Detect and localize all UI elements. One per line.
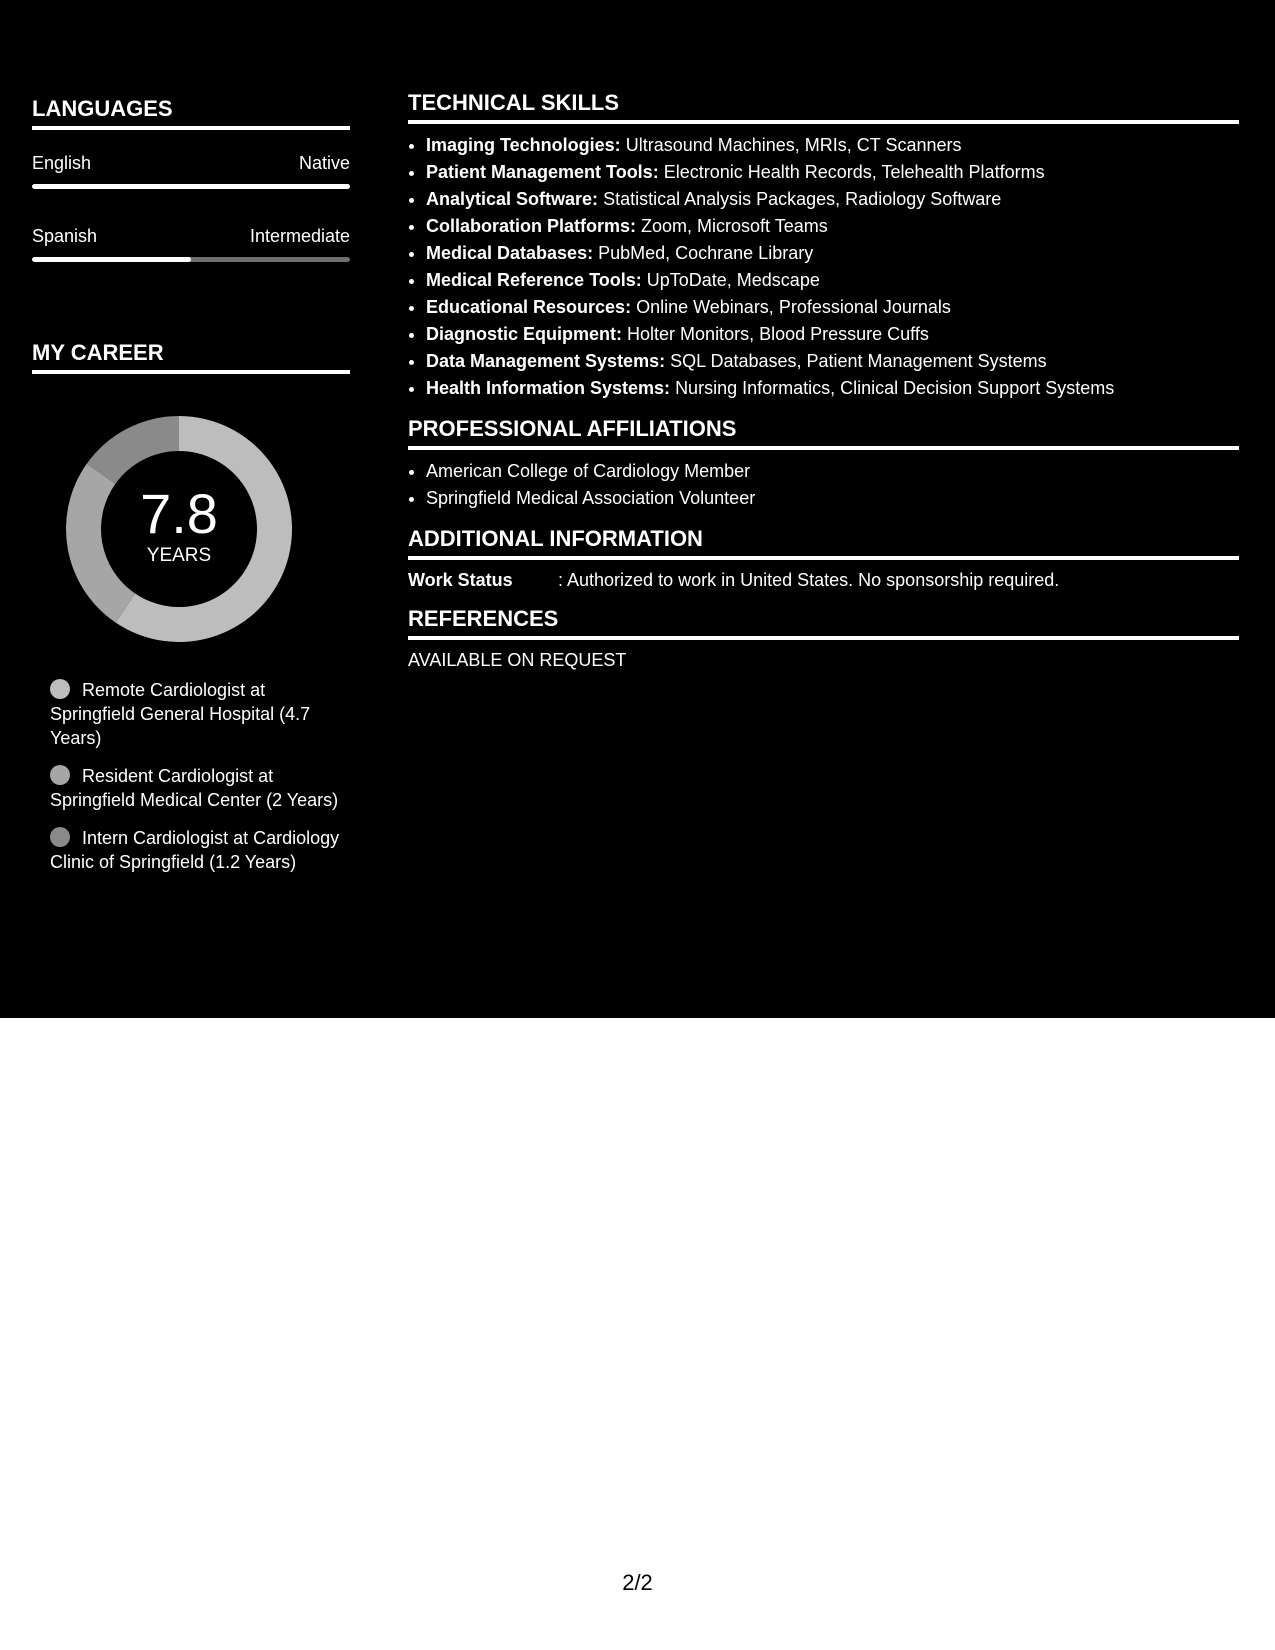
career-legend-item [50, 678, 340, 750]
language-level-bar [32, 184, 350, 189]
skill-item [426, 240, 1239, 267]
legend-dot-icon [50, 765, 70, 785]
skill-item [426, 159, 1239, 186]
career-title: MY CAREER [32, 340, 350, 374]
technical-skills-list [408, 132, 1239, 402]
career-donut-chart [66, 416, 292, 642]
work-status-label: Work Status [408, 570, 513, 590]
skill-value: Holter Monitors, Blood Pressure Cuffs [627, 324, 929, 344]
skill-item [426, 348, 1239, 375]
career-legend-item [50, 764, 340, 812]
language-level: Intermediate [249, 226, 350, 246]
language-item-spanish [32, 225, 350, 262]
skill-value: Nursing Informatics, Clinical Decision Support Systems [675, 378, 1115, 398]
skill-label: Educational Resources: [426, 297, 632, 317]
language-level-bar [32, 257, 350, 262]
additional-info-section [408, 526, 1239, 592]
skill-label: Medical Databases: [426, 243, 594, 263]
affiliations-list [408, 458, 1239, 512]
skill-item [426, 294, 1239, 321]
sidebar [32, 96, 350, 888]
references-title: REFERENCES [408, 606, 1239, 640]
skill-label: Health Information Systems: [426, 378, 671, 398]
career-legend-label: Intern Cardiologist at Cardiology Clinic of Springfield (1.2 Years) [50, 828, 340, 872]
skill-value: Zoom, Microsoft Teams [641, 216, 828, 236]
language-level-fill [32, 257, 191, 262]
legend-dot-icon [50, 827, 70, 847]
skill-item [426, 267, 1239, 294]
skill-value: PubMed, Cochrane Library [598, 243, 814, 263]
career-legend [50, 678, 340, 874]
skill-label: Medical Reference Tools: [426, 270, 642, 290]
work-status-row [408, 568, 1239, 592]
skill-value: Ultrasound Machines, MRIs, CT Scanners [625, 135, 962, 155]
page-number: 2/2 [622, 1570, 653, 1595]
language-level: Native [298, 153, 350, 173]
skill-label: Patient Management Tools: [426, 162, 659, 182]
skill-value: SQL Databases, Patient Management Systems [670, 351, 1047, 371]
career-total-years: 7.8 [140, 482, 218, 545]
skill-item [426, 321, 1239, 348]
skill-value: Online Webinars, Professional Journals [636, 297, 951, 317]
skill-value: Electronic Health Records, Telehealth Platforms [663, 162, 1045, 182]
affiliation-item: • Springfield Medical Association Volunteer [426, 485, 1239, 512]
affiliations-title: PROFESSIONAL AFFILIATIONS [408, 416, 1239, 450]
skill-value: Statistical Analysis Packages, Radiology Software [603, 189, 1002, 209]
additional-info-title: ADDITIONAL INFORMATION [408, 526, 1239, 560]
skill-item [426, 186, 1239, 213]
language-item-english [32, 152, 350, 189]
work-status-value: : Authorized to work in United States. No sponsorship required. [558, 570, 1060, 590]
technical-skills-section [408, 90, 1239, 402]
skill-label: Analytical Software: [426, 189, 599, 209]
skill-item [426, 132, 1239, 159]
career-legend-label: Resident Cardiologist at Springfield Medical Center (2 Years) [50, 766, 339, 810]
career-total-unit: YEARS [146, 545, 212, 566]
skill-label: Imaging Technologies: [426, 135, 621, 155]
career-legend-item [50, 826, 340, 874]
affiliations-section [408, 416, 1239, 512]
language-name: English [32, 153, 92, 173]
skill-label: Diagnostic Equipment: [426, 324, 623, 344]
skill-item [426, 375, 1239, 402]
technical-skills-title: TECHNICAL SKILLS [408, 90, 1239, 124]
skill-value: UpToDate, Medscape [646, 270, 820, 290]
language-level-fill [32, 184, 350, 189]
references-text: AVAILABLE ON REQUEST [408, 650, 627, 670]
references-section [408, 606, 1239, 672]
affiliation-item: • American College of Cardiology Member [426, 458, 1239, 485]
legend-dot-icon [50, 679, 70, 699]
main-content [408, 90, 1239, 672]
skill-label: Data Management Systems: [426, 351, 666, 371]
language-name: Spanish [32, 226, 98, 246]
skill-item [426, 213, 1239, 240]
career-legend-label: Remote Cardiologist at Springfield General Hospital (4.7 Years) [50, 680, 311, 748]
languages-title: LANGUAGES [32, 96, 350, 130]
skill-label: Collaboration Platforms: [426, 216, 637, 236]
donut-center [66, 416, 292, 642]
